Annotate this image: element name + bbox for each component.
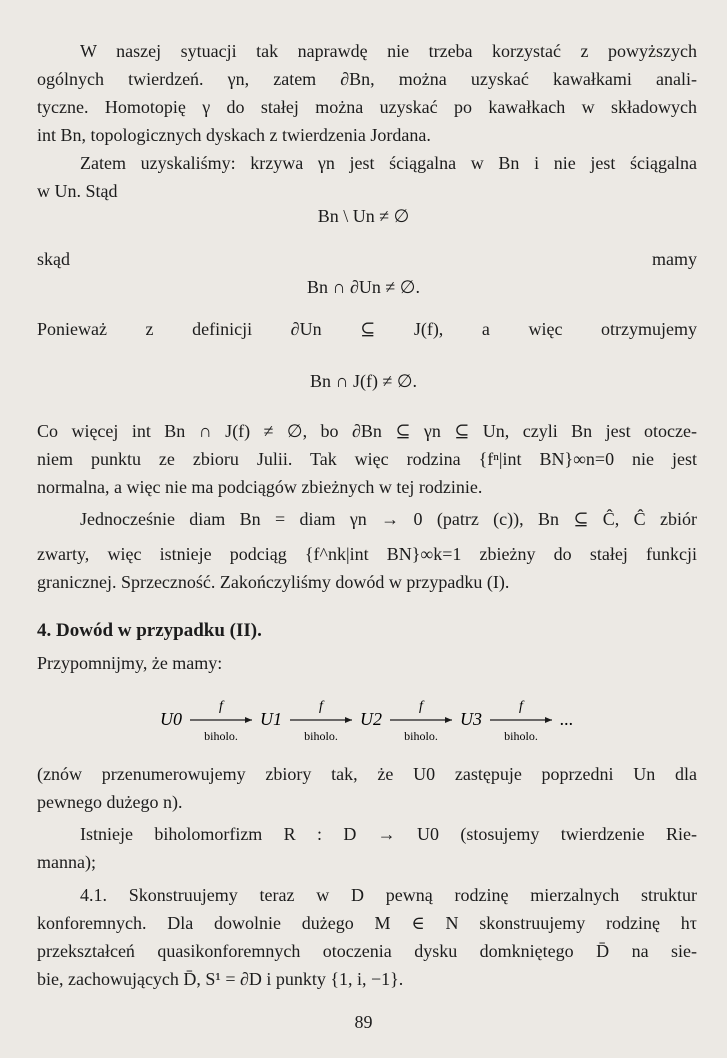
arrow-label-bottom: biholo. <box>504 729 538 743</box>
section-intro: Przypomnijmy, że mamy: <box>37 653 223 673</box>
arrow-head <box>445 717 452 723</box>
diagram-node: U3 <box>460 709 482 729</box>
text-line: Istnieje biholomorfizm R : D → U0 (stosujemy twierdzenie Rie- <box>80 824 697 844</box>
section-heading: 4. Dowód w przypadku (II). <box>37 620 262 641</box>
text-line: int Bn, topologicznych dyskach z twierdzenia Jordana. <box>37 125 431 145</box>
text-line: (znów przenumerowujemy zbiory tak, że U0 zastępuje poprzedni Un dla <box>37 764 697 784</box>
arrow-label-top: f <box>419 699 423 714</box>
arrow-head <box>245 717 252 723</box>
arrow-label-top: f <box>519 699 523 714</box>
page-number: 89 <box>354 1012 373 1032</box>
text-line: przekształceń quasikonforemnych otoczenia dysku domkniętego D̄ na sie- <box>37 941 697 961</box>
commutative-diagram <box>150 690 610 750</box>
text-line: normalna, a więc nie ma podciągów zbieżnych w tej rodzinie. <box>37 477 483 497</box>
text-line: granicznej. Sprzeczność. Zakończyliśmy dowód w przypadku (I). <box>37 572 510 592</box>
arrow-label-top: f <box>319 699 323 714</box>
text-line: w Un. Stąd <box>37 181 118 201</box>
display-formula: Bn ∩ J(f) ≠ ∅. <box>309 371 418 391</box>
text-line: 4.1. Skonstruujemy teraz w D pewną rodzinę mierzalnych struktur <box>80 885 697 905</box>
text-line: niem punktu ze zbioru Julii. Tak więc rodzina {fⁿ|int BN}∞n=0 nie jest <box>37 449 697 469</box>
diagram-node: U2 <box>360 709 382 729</box>
diagram-node: U1 <box>260 709 282 729</box>
arrow-label-bottom: biholo. <box>204 729 238 743</box>
diagram-node: U0 <box>160 709 182 729</box>
text-line: Jednocześnie diam Bn = diam γn → 0 (patrz (c)), Bn ⊆ Ĉ, Ĉ zbiór <box>80 509 697 529</box>
arrow-head <box>545 717 552 723</box>
text-line: tyczne. Homotopię γ do stałej można uzyskać po kawałkach w składowych <box>37 97 697 117</box>
text-line: Co więcej int Bn ∩ J(f) ≠ ∅, bo ∂Bn ⊆ γn ⊆ Un, czyli Bn jest otocze- <box>37 421 697 441</box>
text-line: bie, zachowujących D̄, S¹ = ∂D i punkty {1, i, −1}. <box>37 969 404 989</box>
text-line: manna); <box>37 852 96 872</box>
arrow-head <box>345 717 352 723</box>
text-line: Zatem uzyskaliśmy: krzywa γn jest ściągalna w Bn i nie jest ściągalna <box>80 153 697 173</box>
arrow-label-bottom: biholo. <box>404 729 438 743</box>
text-line: zwarty, więc istnieje podciąg {f^nk|int BN}∞k=1 zbieżny do stałej funkcji <box>37 544 697 564</box>
arrow-label-bottom: biholo. <box>304 729 338 743</box>
text-line: konforemnych. Dla dowolnie dużego M ∈ N skonstruujemy rodzinę hτ <box>37 913 697 933</box>
display-formula: Bn \ Un ≠ ∅ <box>317 206 410 226</box>
text-line: ogólnych twierdzeń. γn, zatem ∂Bn, można uzyskać kawałkami anali- <box>37 69 697 89</box>
text-line: Ponieważ z definicji ∂Un ⊆ J(f), a więc otrzymujemy <box>37 319 697 339</box>
arrow-label-top: f <box>219 699 223 714</box>
text-line: W naszej sytuacji tak naprawdę nie trzeba korzystać z powyższych <box>80 41 697 61</box>
text-line: pewnego dużego n). <box>37 792 183 812</box>
display-formula: Bn ∩ ∂Un ≠ ∅. <box>307 277 420 297</box>
diagram-node: ... <box>560 709 574 729</box>
text-line: skąd mamy <box>37 249 697 269</box>
